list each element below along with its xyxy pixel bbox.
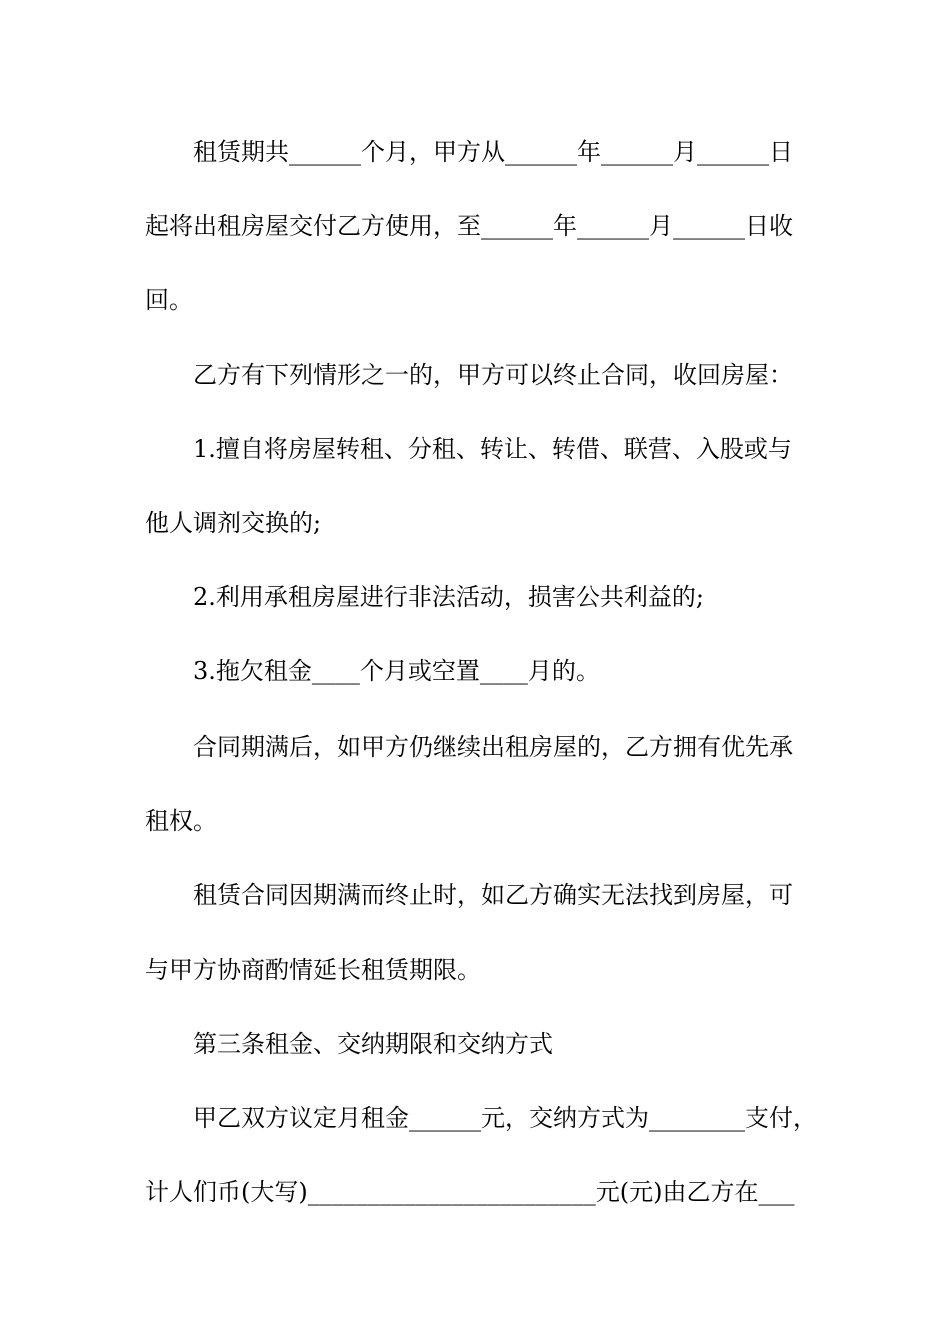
list-item-2: 2.利用承租房屋进行非法活动，损害公共利益的; [193,583,704,611]
list-item-1-line-2: 他人调剂交换的; [145,509,322,537]
paragraph-extension-line-1: 租赁合同因期满而终止时，如乙方确实无法找到房屋，可 [193,881,793,909]
paragraph-rent-line-2: 计人们币(大写)________________________元(元)由乙方在___ [145,1178,795,1206]
paragraph-renewal-line-1: 合同期满后，如甲方仍继续出租房屋的，乙方拥有优先承 [193,733,793,761]
list-item-3: 3.拖欠租金____个月或空置____月的。 [193,657,600,685]
paragraph-lease-term-line-2: 起将出租房屋交付乙方使用，至______年______月______日收 [145,212,793,240]
paragraph-lease-term-line-3: 回。 [145,286,193,314]
paragraph-renewal-line-2: 租权。 [145,807,217,835]
section-heading-article-3: 第三条租金、交纳期限和交纳方式 [193,1030,553,1058]
paragraph-termination-intro: 乙方有下列情形之一的，甲方可以终止合同，收回房屋： [193,361,793,389]
paragraph-extension-line-2: 与甲方协商酌情延长租赁期限。 [145,956,481,984]
paragraph-rent-line-1: 甲乙双方议定月租金______元，交纳方式为________支付， [193,1104,817,1132]
paragraph-lease-term-line-1: 租赁期共______个月，甲方从______年______月______日 [193,138,793,166]
list-item-1-line-1: 1.擅自将房屋转租、分租、转让、转借、联营、入股或与 [193,435,792,463]
